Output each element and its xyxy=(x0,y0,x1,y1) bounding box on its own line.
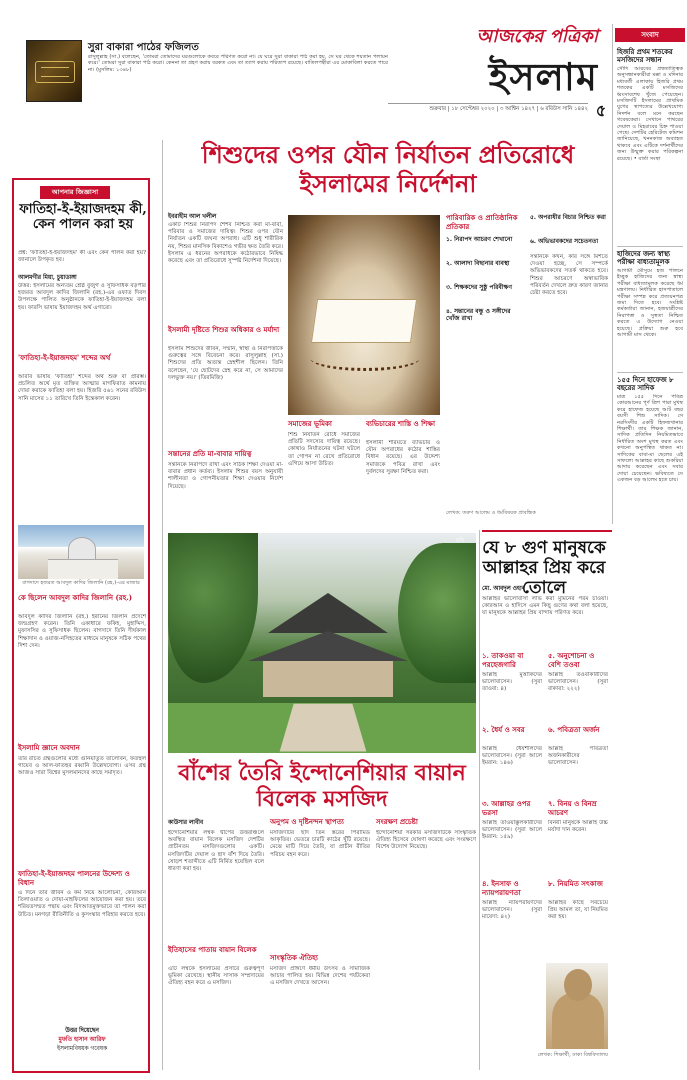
news-separator xyxy=(617,372,683,373)
qa-questioner: আলমগীর মিয়া, চুয়াডাঙ্গা xyxy=(18,275,77,281)
qa-subhead: ফাতিহা-ই-ইয়াজদহম পালনের উদ্দেশ্য ও বিধান xyxy=(18,869,130,887)
right-point-title: ৪. ইনসাফ ও ন্যায়পরায়ণতা xyxy=(482,879,521,897)
mosque-subhead: সংরক্ষণ প্রচেষ্টা xyxy=(376,817,418,826)
main-list-item: ১. নিরাপদ আচরণ শেখানো xyxy=(446,236,513,243)
qa-question: প্রশ্ন: 'ফাতিহা-ই-ইয়াজদহম' কী এবং কেন পালন করা হয়? জানালে উপকৃত হব। xyxy=(18,250,146,264)
shrine-photo-caption: বাগদাদে হজরত আবদুল কাদির জিলানি (রহ.)-এর মাজার xyxy=(22,580,140,586)
intro-body: রাসুলুল্লাহ (সা.) বলেছেন, 'তোমরা তোমাদের ঘরগুলোকে কবরে পরিণত করো না। যে ঘরে সুরা বাকারা পাঠ করা হয়, সে ঘর থেকে শয়তান পলায়ন করে।' তোমরা সুরা বাকারা পাঠ করো। কেননা তা গ্রহণ করায় বরকত এবং তা ত্যাগ করায় পরিতাপ রয়েছে। বাতিলপন্থীরা এর মোকাবিলা করতে পারে না। (মুসলিম: ১৩৪৮) xyxy=(88,54,388,73)
woman-praying-photo xyxy=(546,963,608,1049)
qa-answerer-label: উত্তর দিয়েছেন xyxy=(65,1028,99,1034)
right-point-body: বিনয়ী মানুষকে আল্লাহ উচ্চ মর্যাদা দান করেন। xyxy=(548,820,608,834)
mosque-body: ইন্দোনেশিয়ার লম্বক দ্বীপের উত্তরাঞ্চলে অবস্থিত বায়ান বিলেক মসজিদ দেশটির প্রাচীনতম মসজিদগুলোর একটি। মসজিদটির দেয়াল ও ছাদ বাঁশ দিয়ে তৈরি। ষোড়শ শতাব্দীতে এটি নির্মিত হয়েছিল বলে ধারণা করা হয়। xyxy=(168,830,264,873)
main-footer: লেখক: তরুণ আলেম ও ধর্মবিষয়ক প্রাবন্ধিক xyxy=(446,510,536,516)
mosque-subhead: অনুপম ও দৃষ্টিনন্দন স্থাপত্য xyxy=(270,817,344,826)
right-point-body: আল্লাহ তাওয়াক্কুলকারীদের ভালোবাসেন। (সুরা আলে ইমরান: ১৫৯) xyxy=(482,820,542,841)
mosque-headline: বাঁশের তৈরি ইন্দোনেশিয়ার বায়ান বিলেক মসজিদ xyxy=(178,760,466,812)
mosque-subhead: সাংস্কৃতিক ঐতিহ্য xyxy=(270,953,318,962)
qa-answerer-title: ইসলামবিষয়ক গবেষক xyxy=(56,1046,108,1052)
qa-body: এ দিনে তাঁর জীবন ও কর্ম নিয়ে আলোচনা, কোরআন তিলাওয়াত ও দোয়া-মাহফিলের আয়োজন করা হয়। তবে শরিয়তসম্মত পন্থায় এবং বিদআতমুক্তভাবে তা পালন করা উচিত। মনগড়া রীতিনীতি ও কুসংস্কার পরিহার করতে হবে। xyxy=(18,890,146,918)
mosque-subhead: ইতিহাসের পাতায় বায়ান বিলেক xyxy=(168,945,257,954)
article-top-rule xyxy=(482,530,612,532)
qa-subhead: কে ছিলেন আবদুল কাদির জিলানি (রহ.) xyxy=(18,593,133,602)
right-point-body: আল্লাহর কাছে সবচেয়ে প্রিয় আমল তা, যা নিয়মিত করা হয়। xyxy=(548,900,608,921)
main-body: ইসলামী শরিয়তে ব্যভিচার ও যৌন অপরাধের কঠোর শাস্তির বিধান রয়েছে। এর উদ্দেশ্য সমাজকে পবিত্র রাখা এবং দুর্বলদের সুরক্ষা নিশ্চিত করা। xyxy=(366,440,440,475)
main-list-item: ৬. অভিভাবকদের সচেতনতা xyxy=(530,238,599,245)
right-point-title: ৩. আল্লাহর ওপর ভরসা xyxy=(482,799,531,817)
main-headline: শিশুদের ওপর যৌন নির্যাতন প্রতিরোধে ইসলামের নির্দেশনা xyxy=(201,140,575,198)
news-body: আগামী মৌসুমে হজ পালনে ইচ্ছুক হাজিদের জন্য স্বাস্থ্য পরীক্ষা বাধ্যতামূলক করেছে ধর্ম মন্ত্রণালয়। নির্ধারিত হাসপাতালে পরীক্ষা সম্পন্ন করে প্রত্যয়নপত্র জমা দিতে হবে। সংশ্লিষ্ট কর্মকর্তারা জানান, হজযাত্রীদের নিরাপত্তা ও সুস্থতা নিশ্চিত করতে এ উদ্যোগ নেওয়া হয়েছে। প্রক্রিয়া শুরু হবে আগামী মাস থেকে। xyxy=(617,268,683,339)
right-point-body: আল্লাহ মুত্তাকিদের ভালোবাসেন। (সুরা তাওবা: ৪) xyxy=(482,672,542,693)
paper-logo: আজকের পত্রিকা xyxy=(476,26,598,47)
news-headline: হিজরি প্রথম শতকের মসজিদের সন্ধান xyxy=(617,48,673,64)
news-separator xyxy=(617,246,683,247)
quran-book-icon xyxy=(26,40,82,102)
main-list-item: ৫. অপরাধীর বিচার নিশ্চিত করা xyxy=(530,214,606,221)
main-list-item: ৩. শিক্ষকদের সুষ্ঠু পরিবীক্ষণ xyxy=(446,284,512,291)
shrine-photo xyxy=(18,525,144,579)
photo-credit: ছবি xyxy=(456,538,465,544)
news-divider xyxy=(612,24,613,524)
main-body: একটি শিশুর নিরাপদ শৈশব নিশ্চিত করা মা-বাবা, পরিবার ও সমাজের দায়িত্ব। শিশুর ওপর যৌন নির্যাতন একটি জঘন্য অপরাধ। এটি শুধু শারীরিক নয়, শিশুর মানসিক বিকাশেও গভীর ক্ষত তৈরি করে। ইসলাম এ ধরনের অপরাধকে কঠোরভাবে নিষিদ্ধ করেছে এবং তা প্রতিরোধে সুস্পষ্ট নির্দেশনা দিয়েছে। xyxy=(168,222,283,265)
news-headline: হাজিদের জন্য স্বাস্থ্য পরীক্ষা বাধ্যতামূলক xyxy=(617,250,671,266)
news-headline: ১৫৫ দিনে হাফেজ ৮ বছরের সাদিক xyxy=(617,376,674,392)
date-line: শুক্রবার | ১৮ সেপ্টেম্বর ২০২০ | ৩ আশ্বিন ১৪২৭ | ৬ রবিউস সানি ১৪৪২ xyxy=(388,103,588,114)
qa-answer: উত্তর: ইসলামের অন্যতম শ্রেষ্ঠ বুজুর্গ ও সুফিসাধক বড়পীর হজরত আবদুল কাদির জিলানি (রহ.)-এর ওফাত দিবস উপলক্ষে পালিত অনুষ্ঠানকে ফাতিহা-ই-ইয়াজদহম বলা হয়। ফারসি ভাষায় ইয়াজদহম অর্থ এগারো। xyxy=(18,283,146,311)
main-body: শিশু নির্যাতন রোধে সমাজের প্রতিটি সদস্যের দায়িত্ব রয়েছে। কোথাও নির্যাতনের ঘটনা ঘটলে তা গোপন না রেখে প্রতিরোধে এগিয়ে আসা উচিত। xyxy=(288,432,360,467)
intro-title: সুরা বাকারা পাঠের ফজিলত xyxy=(88,42,199,53)
right-point-body: আল্লাহ তওবাকারীদের ভালোবাসেন। (সুরা বাকারা: ২২২) xyxy=(548,672,608,693)
right-intro: আল্লাহর ভালোবাসা লাভ করা মুমিনের পরম চাওয়া। কোরআন ও হাদিসে এমন কিছু গুণের কথা বলা হয়েছে, যা মানুষকে আল্লাহর প্রিয় বান্দায় পরিণত করে। xyxy=(482,596,608,617)
column-divider xyxy=(479,530,480,1070)
right-point-title: ৬. পবিত্রতা অর্জন xyxy=(548,725,600,734)
qa-subhead: 'ফাতিহা-ই-ইয়াজদহম' শব্দের অর্থ xyxy=(18,353,111,362)
mosque-photo xyxy=(168,533,476,753)
main-author: ইবরাহীম আল খলীল xyxy=(168,214,217,220)
news-label: সংবাদ xyxy=(615,28,685,42)
mosque-body: মসজিদটির ছাদ তিন স্তরের পিরামিড আকৃতির। ভেতরে চারটি কাঠের খুঁটি রয়েছে। মেঝে মাটি দিয়ে তৈরি, যা প্রাচীন রীতির পরিচয় বহন করে। xyxy=(270,830,370,858)
qa-subhead: ইসলামি জ্ঞানে অবদান xyxy=(18,743,80,752)
qa-body: তাঁর রচিত গ্রন্থগুলোর মধ্যে গুনিয়াতুত তালেবিন, ফতহুল গায়েব ও আল-ফাতহুর রব্বানি উল্লেখযোগ্য। এসব গ্রন্থ আজও সারা বিশ্বের মুসলমানদের কাছে সমাদৃত। xyxy=(18,756,146,777)
main-subhead: ইসলামী দৃষ্টিতে শিশুর অধিকার ও মর্যাদা xyxy=(168,325,280,334)
main-subhead: পারিবারিক ও প্রাতিষ্ঠানিক প্রতিকার xyxy=(446,213,518,231)
column-divider xyxy=(162,140,163,1070)
main-subhead: সন্তানের প্রতি মা-বাবার দায়িত্ব xyxy=(168,449,252,458)
right-point-body: আল্লাহ পবিত্রতা অর্জনকারীদের ভালোবাসেন। xyxy=(548,746,608,767)
right-point-body: আল্লাহ ন্যায়পরায়ণদের ভালোবাসেন। (সুরা মায়েদা: ৪২) xyxy=(482,900,542,921)
qa-label: আপনার জিজ্ঞাসা xyxy=(40,186,110,199)
main-body: ইসলাম শিশুদের জীবন, সম্মান, স্বাস্থ্য ও নিরাপত্তাকে গুরুত্বের সঙ্গে বিবেচনা করে। রাসুলুল্লাহ (সা.) শিশুদের প্রতি অত্যন্ত স্নেহশীল ছিলেন। তিনি বলেছেন, 'যে ছোটদের স্নেহ করে না, সে আমাদের দলভুক্ত নয়।' (তিরমিজি) xyxy=(168,346,283,381)
right-headline: যে ৮ গুণ মানুষকে আল্লাহর প্রিয় করে তোলে xyxy=(482,538,606,598)
right-point-title: ৫. অনুশোচনা ও বেশি তওবা xyxy=(548,651,595,669)
right-point-title: ৭. বিনয় ও বিনম্র আচরণ xyxy=(548,799,597,817)
section-title: ইসলাম xyxy=(488,54,598,99)
mosque-body: মসজিদ প্রাঙ্গণে ধর্মীয় উৎসব ও সামাজিক আচার পালিত হয়। বিভিন্ন দেশের পর্যটকেরা এ মসজিদ দেখতে আসেন। xyxy=(270,966,370,987)
main-body: সন্তানকে কখন, কার সঙ্গে মিশতে দেওয়া হচ্ছে, সে সম্পর্কে অভিভাবকদের সতর্ক থাকতে হবে। শিশুর আচরণে অস্বাভাবিক পরিবর্তন দেখলে দ্রুত কারণ জানার চেষ্টা করতে হবে। xyxy=(530,254,608,297)
right-point-title: ২. ধৈর্য ও সবর xyxy=(482,725,525,734)
qa-body: আবদুল কাদির জিলানি (রহ.) ইরানের জিলান প্রদেশে জন্মগ্রহণ করেন। তিনি একাধারে ফকিহ, মুহাদ্দিস, মুফাসসির ও সুফিসাধক ছিলেন। বাগদাদে তিনি দীর্ঘকাল শিক্ষাদান ও ওয়াজ-নসিহতের মাধ্যমে মানুষকে সঠিক পথের দিশা দেন। xyxy=(18,614,146,649)
qa-answerer-name: মুফতি হাসান আরিফ xyxy=(58,1037,106,1043)
main-body: সন্তানকে নিরাপদে রাখা এবং সঠিক শিক্ষা দেওয়া মা-বাবার প্রধান কর্তব্য। ইসলাম শিশুর বয়স অনুযায়ী শালীনতা ও গোপনীয়তার শিক্ষা দেওয়ার নির্দেশ দিয়েছে। xyxy=(168,462,283,490)
main-subhead: সমাজের ভূমিকা xyxy=(288,419,332,428)
right-footer: লেখক: শিক্ষার্থী, ঢাকা বিশ্ববিদ্যালয় xyxy=(537,1052,608,1058)
news-body: মাত্র ১৫৫ দিনে পবিত্র কোরআনের পূর্ণ ত্রিশ পারা মুখস্থ করে হাফেজ হয়েছে আট বছর বয়সী শিশু সাদিক। সে নরসিংদীর একটি হিফজখানার শিক্ষার্থী। তার শিক্ষক জানান, সাদিক প্রতিদিন নিয়মিতভাবে নির্ধারিত অংশ মুখস্থ করত এবং কখনো অনুপস্থিত থাকত না। সাদিকের বাবা-মা ছেলের এই সাফল্যে আল্লাহর কাছে শুকরিয়া আদায় করেছেন এবং সবার দোয়া চেয়েছেন। ভবিষ্যতে সে একজন বড় আলেম হতে চায়। xyxy=(617,394,683,484)
main-list-item: ৪. সন্তানের বন্ধু ও সঙ্গীদের খোঁজ রাখা xyxy=(446,308,511,322)
qa-body: আরবি ভাষায় 'ফাতিহা' শব্দের অর্থ শুরু বা প্রারম্ভ। প্রচলিত অর্থে মৃত ব্যক্তির আত্মার মাগফিরাত কামনায় দোয়া করাকে ফাতিহা বলা হয়। হিজরি ৫৬১ সনের রবিউস সানি মাসের ১১ তারিখে তিনি ইন্তেকাল করেন। xyxy=(18,374,146,402)
news-body: সৌদি আরবের প্রত্নতাত্ত্বিক অনুসন্ধানকারীরা মক্কা ও মদিনার মধ্যবর্তী এলাকায় হিজরি প্রথম শতকের একটি মসজিদের ধ্বংসাবশেষ খুঁজে পেয়েছেন। মসজিদটি ইসলামের প্রাথমিক যুগের স্থাপত্যের উল্লেখযোগ্য নিদর্শন বলে মনে করছেন গবেষকেরা। সেখানে পাথরের দেয়াল ও মিহরাবের চিহ্ন পাওয়া গেছে। দেশটির হেরিটেজ কমিশন জানিয়েছে, খননকাজ অব্যাহত থাকবে এবং এটিকে দর্শনার্থীদের জন্য উন্মুক্ত করার পরিকল্পনা রয়েছে। • বার্তা সংস্থা xyxy=(617,66,683,162)
main-list-item: ২. আলাদা বিছানার ব্যবস্থা xyxy=(446,260,510,267)
right-point-title: ৮. নিয়মিত সৎকাজ xyxy=(548,879,603,888)
right-point-title: ১. তাকওয়া বা পরহেজগারি xyxy=(482,651,524,669)
right-point-body: আল্লাহ ধৈর্যশীলদের ভালোবাসেন। (সুরা আলে ইমরান: ১৪৬) xyxy=(482,746,542,767)
quran-photo xyxy=(288,215,440,415)
page-number: ৫ xyxy=(595,101,607,120)
mosque-author: কাউসার লাবীব xyxy=(168,820,204,826)
main-subhead: ব্যভিচারের শাস্তি ও শিক্ষা xyxy=(366,419,435,428)
right-author: মো. আবদুল ওহাব xyxy=(482,586,525,592)
mosque-body: এটি লম্বকে ইসলামের প্রসারে গুরুত্বপূর্ণ ভূমিকা রেখেছে। স্থানীয় সাসাক সম্প্রদায়ের ঐতিহ্য বহন করে এ মসজিদ। xyxy=(168,966,264,987)
mosque-body: ইন্দোনেশিয়া সরকার মসজিদটিকে সাংস্কৃতিক ঐতিহ্য হিসেবে ঘোষণা করেছে এবং সংরক্ষণে বিশেষ উদ্যোগ নিয়েছে। xyxy=(376,830,476,851)
qa-title: ফাতিহা-ই-ইয়াজদহম কী, কেন পালন করা হয় xyxy=(19,202,147,232)
